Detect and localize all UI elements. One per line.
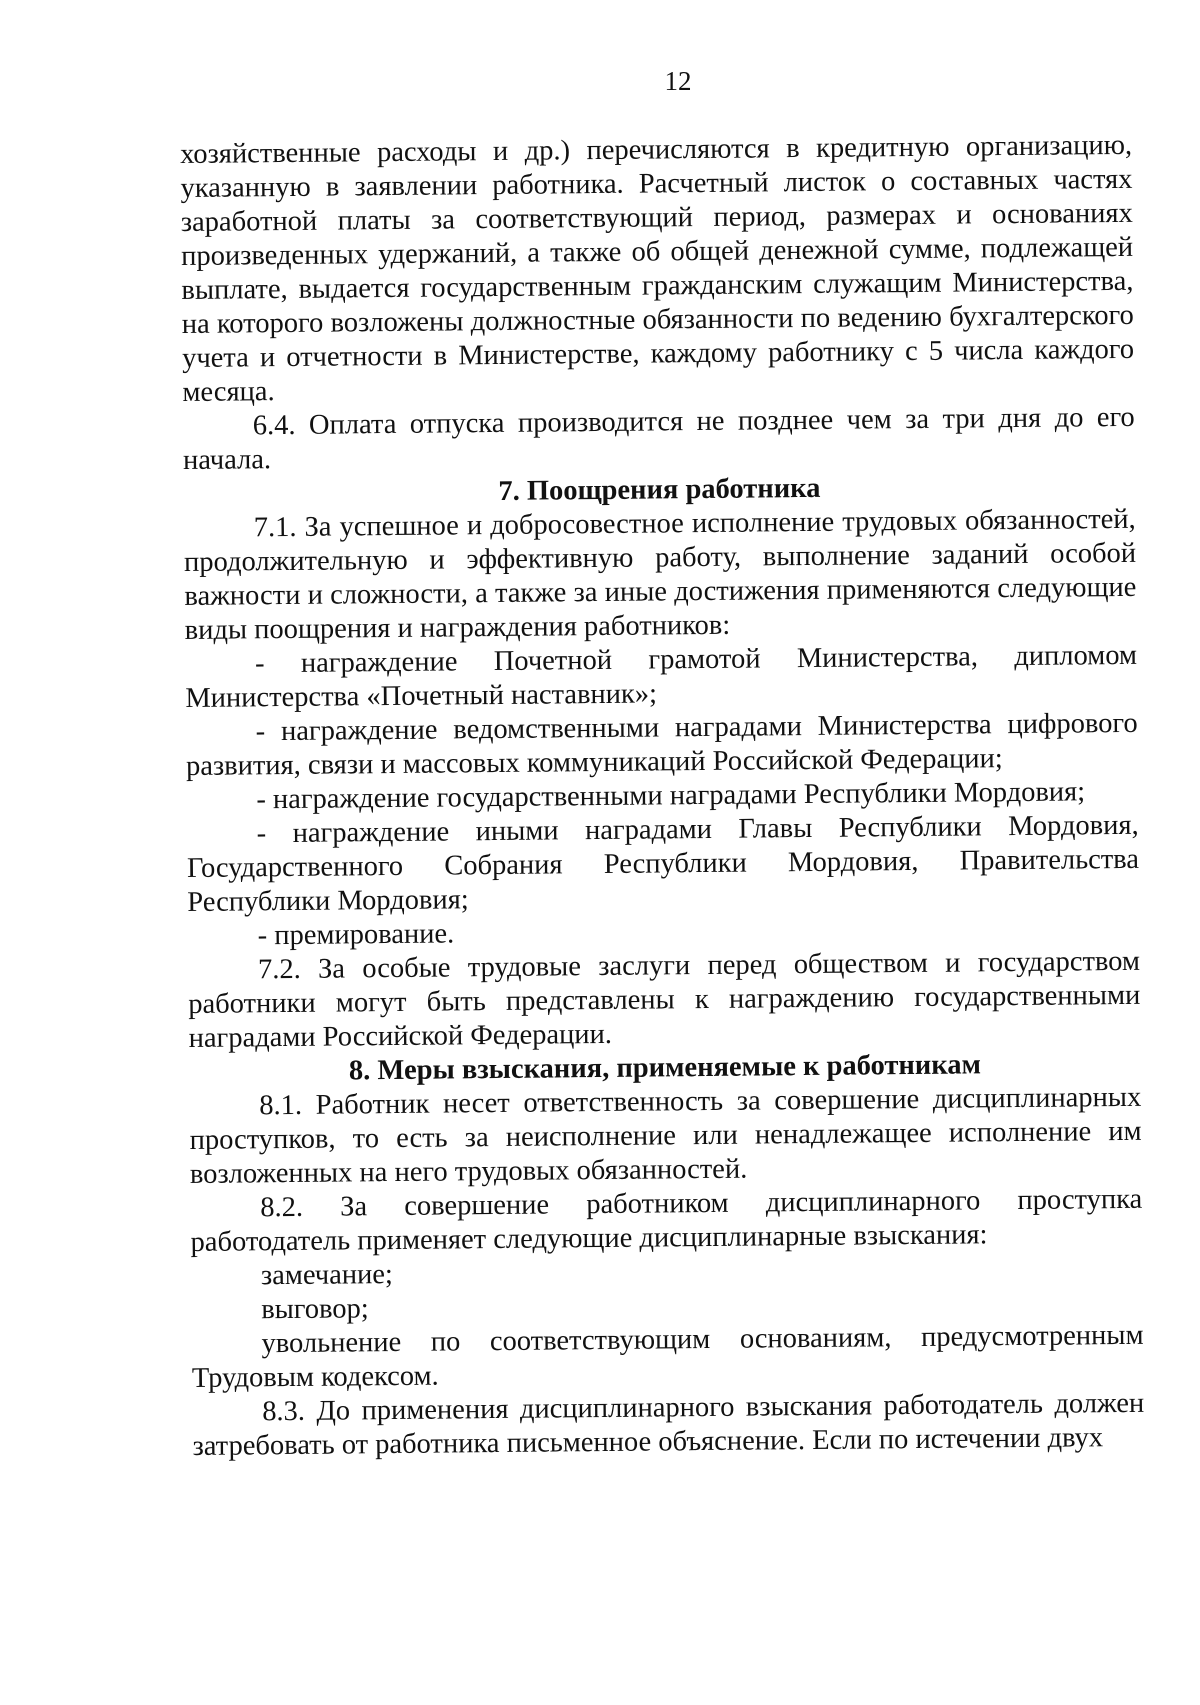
reward-item: - награждение Почетной грамотой Министерства, дипломом Министерства «Почетный наставник»;	[185, 639, 1138, 714]
paragraph-8-3: 8.3. До применения дисциплинарного взыскания работодатель должен затребовать от работника письменное объяснение. Если по истечении двух	[192, 1387, 1145, 1462]
paragraph-8-2: 8.2. За совершение работником дисциплинарного проступка работодатель применяет следующие дисциплинарные взыскания:	[190, 1183, 1143, 1258]
page-number: 12	[664, 66, 692, 96]
reward-item: - награждение ведомственными наградами Министерства цифрового развития, связи и массовых коммуникаций Российской Федерации;	[185, 707, 1138, 782]
penalty-item: выговор;	[261, 1293, 369, 1326]
penalty-item: замечание;	[260, 1259, 394, 1292]
penalty-item: увольнение по соответствующим основаниям, предусмотренным Трудовым кодексом.	[191, 1319, 1144, 1394]
document-body	[180, 129, 1145, 1464]
paragraph-8-1: 8.1. Работник несет ответственность за совершение дисциплинарных проступков, то есть за неисполнение или ненадлежащее исполнение им возложенных на него трудовых обязанностей.	[189, 1081, 1142, 1190]
section-7-heading: 7. Поощрения работника	[498, 472, 821, 507]
reward-item: - награждение иными наградами Главы Республики Мордовия, Государственного Собрания Республики Мордовия, Правительства Республики Мордовия;	[186, 809, 1140, 918]
paragraph-6-4: 6.4. Оплата отпуска производится не позднее чем за три дня до его начала.	[182, 401, 1135, 476]
paragraph-7-1: 7.1. За успешное и добросовестное исполнение трудовых обязанностей, продолжительную и эффективную работу, выполнение заданий особой важности и сложности, а также за иные достижения применяются следующие виды поощрения и награждения работников:	[183, 503, 1137, 646]
reward-item: - награждение государственными наградами Республики Мордовия;	[256, 776, 1086, 816]
paragraph-continuation: хозяйственные расходы и др.) перечисляются в кредитную организацию, указанную в заявлении работника. Расчетный листок о составных частях заработной платы за соответствующий период, размерах и основаниях произведенных удержаний, а также об общей денежной сумме, подлежащей выплате, выдается государственным гражданским служащим Министерства, на которого возложены должностные обязанности по ведению бухгалтерского учета и отчетности в Министерстве, каждому работнику с 5 числа каждого месяца.	[180, 129, 1135, 408]
paragraph-7-2: 7.2. За особые трудовые заслуги перед обществом и государством работники могут быть представлены к награждению государственными наградами Российской Федерации.	[188, 945, 1141, 1054]
reward-item: - премирование.	[257, 918, 455, 952]
section-8-heading: 8. Меры взыскания, применяемые к работникам	[348, 1049, 982, 1087]
